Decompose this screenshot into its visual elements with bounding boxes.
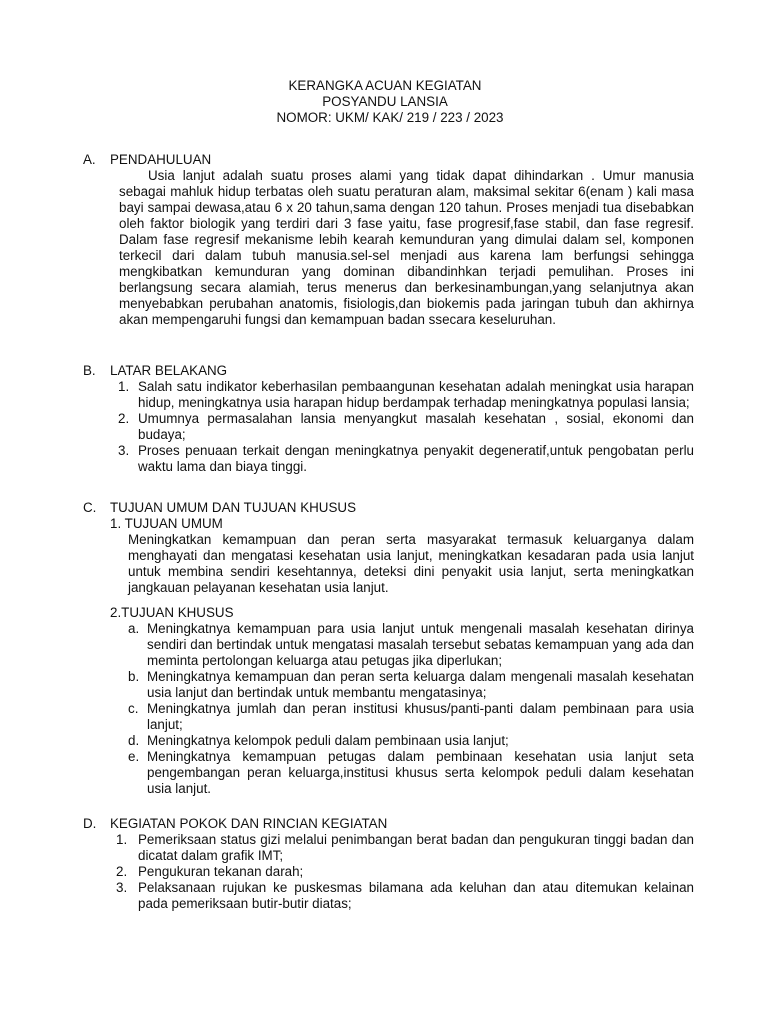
header-number: NOMOR: UKM/ KAK/ 219 / 223 / 2023 [276,110,504,125]
list-item-text: Salah satu indikator keberhasilan pembaangunan kesehatan adalah meningkat usia harapan hidup, meningkatnya usia harapan hidup berdampak terhadap meningkatnya populasi lansia; [138,379,694,410]
list-letter: b. [128,669,140,684]
header-title: KERANGKA ACUAN KEGIATAN [288,78,482,93]
list-item [118,411,694,443]
section-a-heading [83,152,211,168]
list-letter: c. [128,701,139,716]
list-item [118,443,694,475]
list-item-text: Meningkatnya kemampuan petugas dalam pembinaan kesehatan usia lanjut seta pengembangan peran keluarga,institusi khusus serta kelompok peduli dalam kesehatan usia lanjut. [147,749,694,796]
list-item [128,733,694,749]
list-item-text: Meningkatnya kemampuan para usia lanjut untuk mengenali masalah kesehatan dirinya sendiri dan bertindak untuk mengatasi masalah tersebut sebatas kemampuan yang ada dan meminta pertolongan keluarga atau petugas jika diperlukan; [147,621,694,668]
list-item [128,621,694,669]
section-c-heading [83,500,356,516]
list-item-text: Proses penuaan terkait dengan meningkatnya penyakit degeneratif,untuk pengobatan perlu waktu lama dan biaya tinggi. [138,443,694,474]
section-c-letter: C. [83,500,97,515]
list-item-text: Pemeriksaan status gizi melalui penimbangan berat badan dan pengukuran tinggi badan dan dicatat dalam grafik IMT; [138,832,694,863]
list-item-text: Pelaksanaan rujukan ke puskesmas bilamana ada keluhan dan atau ditemukan kelainan pada pemeriksaan butir-butir diatas; [138,880,694,911]
list-item [116,880,694,912]
list-number: 3. [116,880,128,895]
list-number: 2. [116,864,128,879]
tujuan-umum-heading: 1. TUJUAN UMUM [110,516,223,531]
list-item [128,749,694,797]
section-d-letter: D. [83,816,97,831]
document-header [200,78,570,126]
header-subtitle: POSYANDU LANSIA [322,94,448,109]
list-item-text: Pengukuran tekanan darah; [138,864,304,879]
section-a-title: PENDAHULUAN [110,152,212,167]
list-item-text: Umumnya permasalahan lansia menyangkut masalah kesehatan , sosial, ekonomi dan budaya; [138,411,694,442]
section-d-list [116,832,694,912]
list-item [118,379,694,411]
list-item-text: Meningkatnya jumlah dan peran institusi khusus/panti-panti dalam pembinaan para usia lanjut; [147,701,694,732]
section-b-list [118,379,694,475]
list-number: 1. [116,832,128,847]
section-b-letter: B. [83,363,96,378]
section-a-letter: A. [83,152,96,167]
list-letter: d. [128,733,140,748]
section-d-title: KEGIATAN POKOK DAN RINCIAN KEGIATAN [110,816,388,831]
list-item-text: Meningkatnya kemampuan dan peran serta keluarga dalam mengenali masalah kesehatan usia lanjut dan bertindak untuk membantu mengatasinya; [147,669,694,700]
list-letter: a. [128,621,140,636]
section-c-title: TUJUAN UMUM DAN TUJUAN KHUSUS [110,500,357,515]
section-d-heading [83,816,387,832]
list-number: 1. [118,379,130,394]
list-item-text: Meningkatnya kelompok peduli dalam pembinaan usia lanjut; [147,733,509,748]
list-number: 3. [118,443,130,458]
list-letter: e. [128,749,140,764]
section-b-title: LATAR BELAKANG [110,363,228,378]
tujuan-umum-paragraph: Meningkatkan kemampuan dan peran serta masyarakat termasuk keluarganya dalam menghayati dan mengatasi kesehatan usia lanjut, meningkatkan kesadaran pada usia lanjut untuk membina sendiri kesehtannya, deteksi dini penyakit usia lanjut, serta meningkatkan jangkauan pelayanan kesehatan usia lanjut. [128,532,694,595]
list-number: 2. [118,411,130,426]
list-item [116,864,694,880]
list-item [128,669,694,701]
tujuan-khusus-list [128,621,694,797]
list-item [128,701,694,733]
section-a-paragraph: Usia lanjut adalah suatu proses alami yang tidak dapat dihindarkan . Umur manusia sebagai mahluk hidup terbatas oleh suatu peraturan alam, maksimal sekitar 6(enam ) kali masa bayi sampai dewasa,atau 6 x 20 tahun,sama dengan 120 tahun. Proses menjadi tua disebabkan oleh faktor biologik yang terdiri dari 3 fase yaitu, fase progresif,fase stabil, dan fase regresif. Dalam fase regresif mekanisme lebih kearah kemunduran yang dimulai dalam sel, komponen terkecil dari dalam tubuh manusia.sel-sel menjadi aus karena lam berfungsi sehingga mengkibatkan kemunduran yang dominan dibandinhkan terjadi pemulihan. Proses ini berlangsung secara alamiah, terus menerus dan berkesinambungan,yang selanjutnya akan menyebabkan perubahan anatomis, fisiologis,dan biokemis pada jaringan tubuh dan akhirnya akan mempengaruhi fungsi dan kemampuan badan ssecara keseluruhan. [119,168,694,327]
tujuan-khusus-heading: 2.TUJUAN KHUSUS [110,605,234,620]
section-b-heading [83,363,227,379]
list-item [116,832,694,864]
